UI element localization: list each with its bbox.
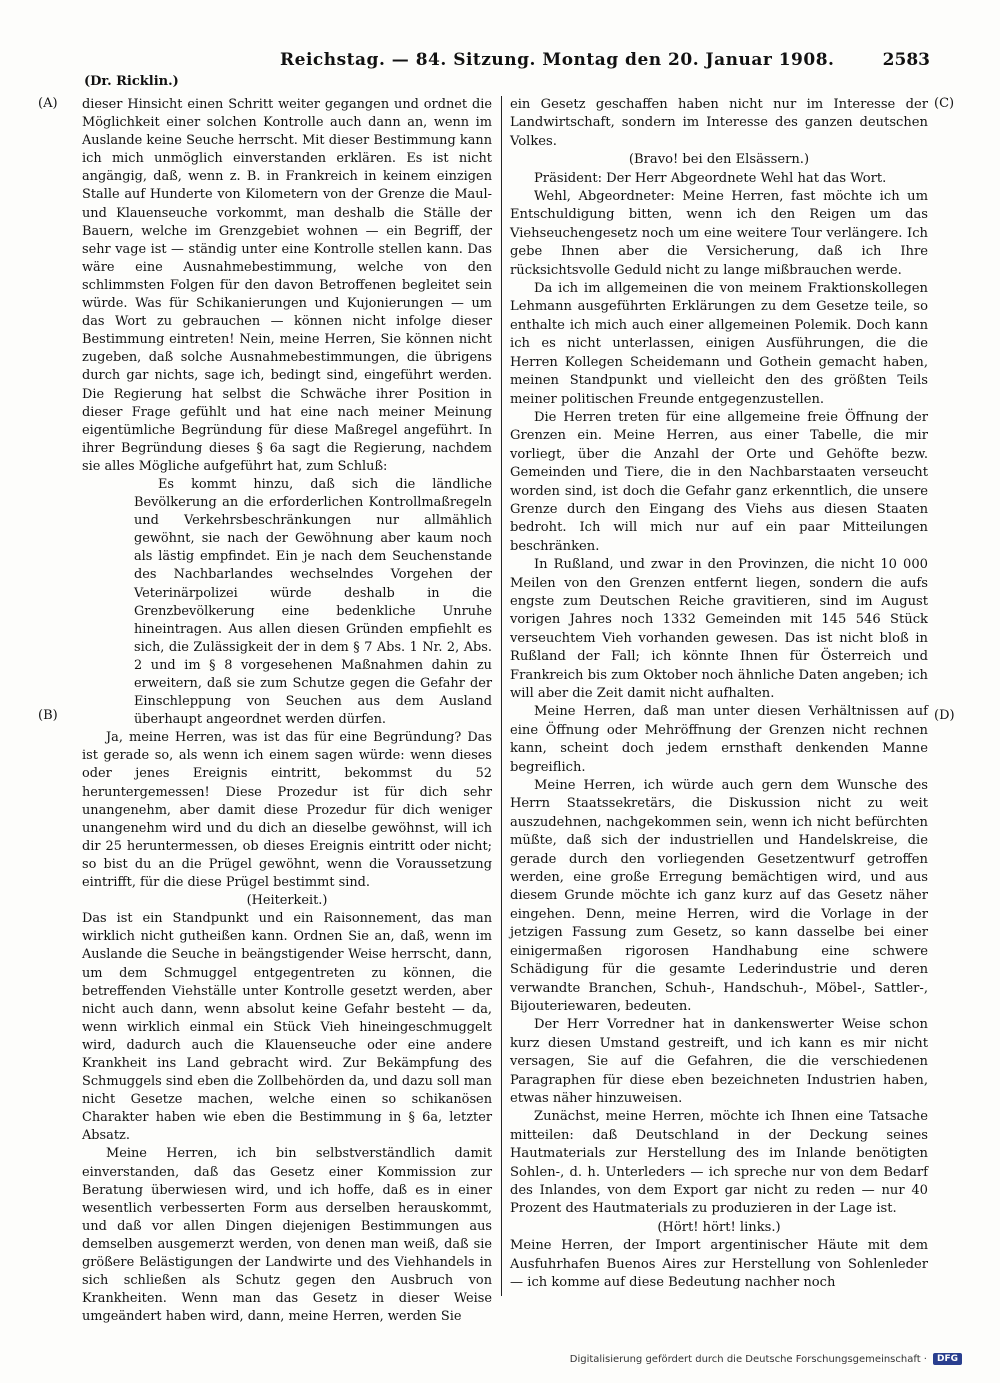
page-number: 2583 xyxy=(882,50,930,70)
margin-mark-a: (A) xyxy=(38,96,58,111)
paragraph: Meine Herren, ich würde auch gern dem Wunsche des Herrn Staatssekretärs, die Diskussion nicht zu weit auszudehnen, nachgekommen sein, wenn ich nicht befürchten müßte, daß sich der industriellen und Handelskreise, die gerade durch den vorliegenden Gesetzentwurf getroffen werden, eine große Erregung bemächtigen wird, und aus diesem Grunde möchte ich ganz kurz auf das Gesetz näher eingehen. Denn, meine Herren, wird die Vorlage in der jetzigen Fassung zum Gesetz, so kann dasselbe bei einer einigermaßen rigorosen Handhabung eine schwere Schädigung für die gesamte Lederindustrie und deren verwandte Branchen, Schuh-, Handschuh-, Möbel-, Sattler-, Bijouteriewaren, bedeuten. xyxy=(510,778,928,1014)
footer-text: Digitalisierung gefördert durch die Deutsche Forschungsgemeinschaft · xyxy=(569,1353,927,1365)
paragraph: Meine Herren, daß man unter diesen Verhältnissen auf eine Öffnung oder Mehröffnung der Grenzen nicht rechnen kann, scheint doch jedem ernsthaft denkenden Manne begreiflich. xyxy=(510,704,928,775)
margin-mark-d: (D) xyxy=(934,708,955,723)
speaker-opening: Wehl, Abgeordneter: Meine Herren, fast möchte ich um Entschuldigung bitten, wenn ich den Reigen um das Viehseuchengesetz noch um eine weitere Tour verlängere. Ich gebe Ihnen aber die Versicherung, daß ich Ihre rücksichtsvolle Geduld nicht zu lange mißbrauchen werde. xyxy=(510,189,928,278)
page-header xyxy=(250,50,930,74)
paragraph: Meine Herren, ich bin selbstverständlich damit einverstanden, daß das Gesetz einer Kommission zur Beratung überwiesen wird, und ich hoffe, daß es in einer wesentlich verbesserten Form aus derselben herauskommt, und daß vor allen Dingen diejenigen Bestimmungen aus demselben ausgemerzt werden, von denen man weiß, daß sie größere Belästigungen der Landwirte und des Viehhandels in sich schließen als Schutz gegen den Ausbruch von Krankheiten. Wenn man das Gesetz in dieser Weise umgeändert haben wird, dann, meine Herren, werden Sie xyxy=(82,1146,492,1325)
quotation: Es kommt hinzu, daß sich die ländliche Bevölkerung an die erforderlichen Kontrollmaßregeln und Verkehrsbeschränkungen nur allmählich gewöhnt, sie nach der Gewöhnung aber kaum noch als lästig empfindet. Ein je nach dem Seuchenstande des Nachbarlandes wechselndes Vorgehen der Veterinärpolizei würde deshalb in die Grenzbevölkerung eine bedenkliche Unruhe hineintragen. Aus allen diesen Gründen empfiehlt es sich, die Zulässigkeit der in dem § 7 Abs. 1 Nr. 2, Abs. 2 und im § 8 vorgesehenen Maßnahmen dahin zu erweitern, daß sie zum Schutze gegen die Gefahr der Einschleppung von Seuchen aus dem Ausland überhaupt angeordnet werden dürfen. xyxy=(134,476,492,728)
paragraph: Zunächst, meine Herren, möchte ich Ihnen eine Tatsache mitteilen: daß Deutschland in der Deckung seines Hautmaterials zur Herstellung des im Inlande benötigten Sohlen-, d. h. Unterleders — ich spreche nur von dem Bedarf des Inlandes, von dem Export gar nicht zu reden — nur 40 Prozent des Hautmaterials zu produzieren in der Lage ist. xyxy=(510,1109,928,1217)
paragraph: In Rußland, und zwar in den Provinzen, die nicht 10 000 Meilen von den Grenzen entfernt liegen, sondern die aufs engste zum Deutschen Reiche gravitieren, sind im August vorigen Jahres noch 1332 Gemeinden mit 145 546 Stück verseuchtem Vieh vorhanden gewesen. Das ist nicht bloß in Rußland der Fall; ich könnte Ihnen für Österreich und Frankreich bis zum Oktober noch ähnliche Daten angeben; ich will aber die Zeit damit nicht aufhalten. xyxy=(510,557,928,701)
interjection: (Hört! hört! links.) xyxy=(657,1219,781,1235)
interjection: (Heiterkeit.) xyxy=(246,893,328,909)
paragraph: Der Herr Vorredner hat in dankenswerter Weise schon kurz diesen Umstand gestreift, und ich kann es mir nicht versagen, Sie auf die Gefahren, die die verschiedenen Paragraphen für diese eben bezeichneten Industrien haben, etwas näher hinzuweisen. xyxy=(510,1017,928,1106)
right-column xyxy=(510,96,928,1292)
interjection: (Bravo! bei den Elsässern.) xyxy=(628,152,810,168)
column-divider xyxy=(501,96,502,1296)
paragraph: dieser Hinsicht einen Schritt weiter gegangen und ordnet die Möglichkeit einer solchen Kontrolle auch dann an, wenn im Auslande keine Seuche herrscht. Mit dieser Bestimmung kann ich mich unmöglich einverstanden erklären. Es ist nicht angängig, daß, wenn z. B. in Frankreich in keinem einzigen Stalle auf Hunderte von Kilometern von der Grenze die Maul- und Klauenseuche vorkommt, man deshalb die Ställe der Bauern, welche im Grenzgebiet wohnen — ein Begriff, der sehr vage ist — ständig unter eine Kontrolle stellen kann. Das wäre eine Ausnahmebestimmung, welche von den schlimmsten Folgen für den davon Betroffenen begleitet sein würde. Was für Schikanierungen und Kujonierungen — um das Wort zu gebrauchen — können nicht infolge dieser Bestimmung eintreten! Nein, meine Herren, Sie können nicht zugeben, daß solche Ausnahmebestimmungen, die übrigens durch gar nichts, sage ich, bedingt sind, eingeführt werden. Die Regierung hat selbst die Schwäche ihrer Position in dieser Frage gefühlt und hat eine nach meiner Meinung eigentümliche Begründung für diese Maßregel angeführt. In ihrer Begründung dieses § 6a sagt die Regierung, nachdem sie alles Mögliche aufgeführt hat, zum Schluß: xyxy=(82,97,492,474)
paragraph: Meine Herren, der Import argentinischer Häute mit dem Ausfuhrhafen Buenos Aires zur Herstellung von Sohlenleder — ich komme auf diese Bedeutung nachher noch xyxy=(510,1238,928,1290)
running-title: Reichstag. — 84. Sitzung. Montag den 20. Januar 1908. xyxy=(280,50,835,70)
paragraph: Die Herren treten für eine allgemeine freie Öffnung der Grenzen ein. Meine Herren, aus einer Tabelle, die mir vorliegt, über die Anzahl der Orte und Gehöfte bezw. Gemeinden und Tiere, die in den Nachbarstaaten verseucht worden sind, ist doch die Gefahr ganz erkenntlich, die unsere Grenze durch den Eingang des Viehs aus diesen Staaten bedroht. Ich will mich nur auf ein paar Mitteilungen beschränken. xyxy=(510,409,928,554)
president-statement: Präsident: Der Herr Abgeordnete Wehl hat das Wort. xyxy=(534,170,887,186)
margin-mark-c: (C) xyxy=(934,96,955,111)
digitization-footer xyxy=(570,1353,962,1365)
paragraph: Das ist ein Standpunkt und ein Raisonnement, das man wirklich nicht gutheißen kann. Ordnen Sie an, daß, wenn im Auslande die Seuche in beängstigender Weise herrscht, dann, um dem Schmuggel entgegentreten zu können, die betreffenden Viehställe unter Kontrolle gesetzt werden, aber nicht auch dann, wenn absolut keine Gefahr besteht — da, wenn wirklich einmal ein Stück Vieh hineingeschmuggelt wird, dadurch auch die Klauenseuche oder eine andere Krankheit ins Land gebracht wird. Zur Bekämpfung des Schmuggels sind eben die Zollbehörden da, und dazu soll man nicht Gesetze machen, welche einen so schikanösen Charakter haben wie eben die Bestimmung in § 6a, letzter Absatz. xyxy=(82,911,492,1144)
paragraph: ein Gesetz geschaffen haben nicht nur im Interesse der Landwirtschaft, sondern im Interesse des ganzen deutschen Volkes. xyxy=(510,97,928,149)
left-column xyxy=(82,96,492,1326)
paragraph: Ja, meine Herren, was ist das für eine Begründung? Das ist gerade so, als wenn ich einem sagen würde: wenn dieses oder jenes Ereignis eintritt, bekommst du 52 heruntergemessen! Diese Prozedur ist für dich sehr unangenehm, aber damit diese Prozedur für dich weniger unangenehm wird und du dich an dieselbe gewöhnst, will ich dir 25 heruntermessen, ob dieses Ereignis eintritt oder nicht; so bist du an die Prügel gewöhnt, wenn die Voraussetzung eintrifft, für die diese Prügel bestimmt sind. xyxy=(82,730,492,891)
dfg-logo: DFG xyxy=(933,1353,962,1365)
speaker-continuation: (Dr. Ricklin.) xyxy=(84,74,179,89)
margin-mark-b: (B) xyxy=(38,708,58,723)
paragraph: Da ich im allgemeinen die von meinem Fraktionskollegen Lehmann ausgeführten Erklärungen zu dem Gesetze teile, so enthalte ich mich auch einer allgemeinen Polemik. Doch kann ich es nicht unterlassen, einigen Ausführungen, die die Herren Kollegen Scheidemann und Gothein gemacht haben, meinen Standpunkt und vielleicht den des größten Teils meiner politischen Freunde entgegenzustellen. xyxy=(510,281,928,407)
